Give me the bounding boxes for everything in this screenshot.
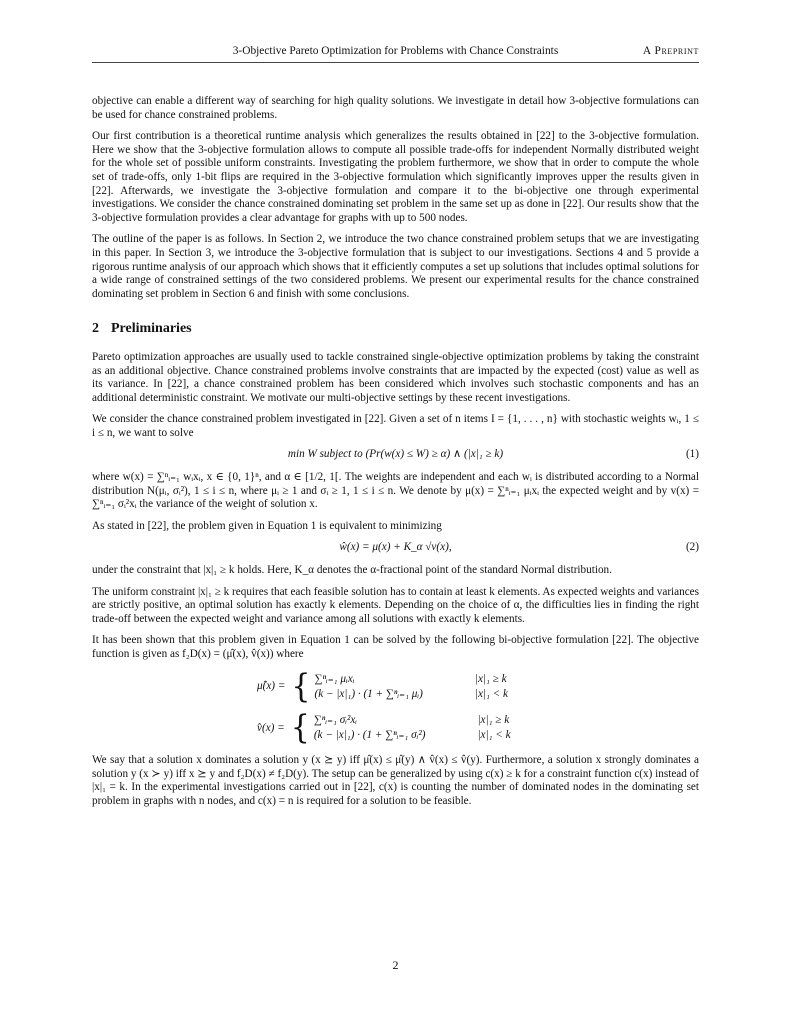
left-brace: { bbox=[291, 667, 311, 706]
paragraph: We say that a solution x dominates a solution y (x ⪰ y) iff μ̂(x) ≤ μ̂(y) ∧ v̂(x) ≤ v̂(y). Furthermore, a solution x strongly dominates a solution y (x ≻ y) iff x ⪰ y and f₂D(x) ≠ f₂D(y). The setup can be generalized by using c(x) ≥ k for a constraint function c(x) instead of |x|₁ = k. In the experimental investigations carried out in [22], c(x) is counting the number of dominated nodes in the dominating set problem in graphs with n nodes, and c(x) = n is required for a solution to be feasible. bbox=[92, 753, 699, 807]
v-hat-definition bbox=[257, 708, 699, 748]
paragraph: The outline of the paper is as follows. In Section 2, we introduce the two chance constrained problem setups that we are investigating in this paper. In Section 3, we introduce the 3-objective formulation that is subject to our investigations. Sections 4 and 5 provide a rigorous runtime analysis of our approach which shows that it efficiently computes a set up solutions that includes optimal solutions for a wide range of constrained settings of the two considered problems. We present our experimental results for the chance constrained dominating set problem in Section 6 and finish with some conclusions. bbox=[92, 233, 699, 300]
section-title: Preliminaries bbox=[111, 321, 192, 337]
v-hat-lhs: v̂(x) = bbox=[257, 721, 285, 734]
paragraph: Our first contribution is a theoretical runtime analysis which generalizes the results obtained in [22] to the 3-objective formulation. Here we show that the 3-objective formulation allows to compute all possible trade-offs for independent Normally distributed weight for the whole set of possible uniform constraints. Investigating the problem furthermore, we show that in order to compute the whole set of trade-offs, only 1-bit flips are required in the 3-objective formulation which significantly improves upper the results given in [22]. Afterwards, we investigate the 3-objective formulation and compare it to the bi-objective one through experimental investigations. We consider the chance constrained dominating set problem in the same set up as done in [22]. Our results show that the 3-objective formulation provides a clear advantage for graphs with up to 500 nodes. bbox=[92, 130, 699, 224]
cases-table bbox=[314, 713, 511, 744]
case-condition: |x|₁ < k bbox=[477, 729, 511, 742]
preprint-badge: A Preprint bbox=[642, 45, 699, 57]
equation-2-body: ŵ(x) = μ(x) + K_α √v(x), bbox=[339, 541, 452, 554]
paragraph: It has been shown that this problem given in Equation 1 can be solved by the following bi-objective formulation [22]. The objective function is given as f₂D(x) = (μ̂(x), v̂(x)) where bbox=[92, 634, 699, 660]
left-brace: { bbox=[290, 708, 310, 748]
equation-1 bbox=[92, 448, 699, 462]
paragraph: As stated in [22], the problem given in Equation 1 is equivalent to minimizing bbox=[92, 519, 442, 532]
paragraph: Pareto optimization approaches are usually used to tackle constrained single-objective optimization problems by taking the constraint as an additional objective. Chance constrained problems involve constraints that are impacted by the expected (cost) value as well as its variance. In [22], a chance constrained problem has been considered which involves such stochastic components and has an additional deterministic constraint. We motivate our multi-objective settings by these recent investigations. bbox=[92, 350, 699, 404]
mu-hat-lhs: μ̂(x) = bbox=[257, 680, 286, 693]
paragraph: objective can enable a different way of searching for high quality solutions. We investigate in detail how 3-objective formulations can be used for chance constrained problems. bbox=[92, 95, 699, 121]
running-header bbox=[92, 44, 699, 63]
paragraph: where w(x) = ∑ⁿᵢ₌₁ wᵢxᵢ, x ∈ {0, 1}ⁿ, and α ∈ [1/2, 1[. The weights are independent and each wᵢ is distributed according to a Normal distribution N(μᵢ, σᵢ²), 1 ≤ i ≤ n, where μᵢ ≥ 1 and σᵢ ≥ 1, 1 ≤ i ≤ n. We denote by μ(x) = ∑ⁿᵢ₌₁ μᵢxᵢ the expected weight and by v(x) = ∑ⁿᵢ₌₁ σᵢ²xᵢ the variance of the weight of solution x. bbox=[92, 471, 699, 511]
running-title: 3-Objective Pareto Optimization for Problems with Chance Constraints bbox=[232, 45, 559, 57]
case-expression: (k − |x|₁) · (1 + ∑ⁿᵢ₌₁ σᵢ²) bbox=[313, 729, 426, 742]
equation-2-label: (2) bbox=[685, 541, 699, 554]
case-expression: (k − |x|₁) · (1 + ∑ⁿᵢ₌₁ μᵢ) bbox=[314, 688, 423, 701]
paragraph: under the constraint that |x|₁ ≥ k holds. Here, K_α denotes the α-fractional point of the standard Normal distribution. bbox=[92, 564, 612, 577]
cases-table bbox=[314, 672, 508, 703]
equation-1-label: (1) bbox=[685, 448, 699, 461]
equation-2 bbox=[92, 541, 699, 555]
case-condition: |x|₁ ≥ k bbox=[474, 672, 507, 685]
section-heading bbox=[92, 322, 699, 336]
page-number: 2 bbox=[392, 958, 399, 972]
paragraph: We consider the chance constrained problem investigated in [22]. Given a set of n items I = {1, . . . , n} with stochastic weights wᵢ, 1 ≤ i ≤ n, we want to solve bbox=[92, 413, 699, 439]
section-number: 2 bbox=[92, 321, 99, 337]
mu-hat-definition bbox=[257, 667, 699, 706]
case-expression: ∑ⁿᵢ₌₁ σᵢ²xᵢ bbox=[313, 713, 358, 726]
paragraph: The uniform constraint |x|₁ ≥ k requires that each feasible solution has to contain at least k elements. As expected weights and variances are strictly positive, an optimal solution has exactly k elements. Depending on the choice of α, the difficulties lies in finding the right trade-off between the expected weight and variance among all solutions with exactly k elements. bbox=[92, 585, 699, 625]
case-expression: ∑ⁿᵢ₌₁ μᵢxᵢ bbox=[314, 672, 355, 685]
case-condition: |x|₁ ≥ k bbox=[477, 713, 510, 726]
equation-1-body: min W subject to (Pr(w(x) ≤ W) ≥ α) ∧ (|x|₁ ≥ k) bbox=[287, 448, 504, 461]
case-condition: |x|₁ < k bbox=[474, 688, 508, 701]
body-text bbox=[92, 95, 699, 816]
